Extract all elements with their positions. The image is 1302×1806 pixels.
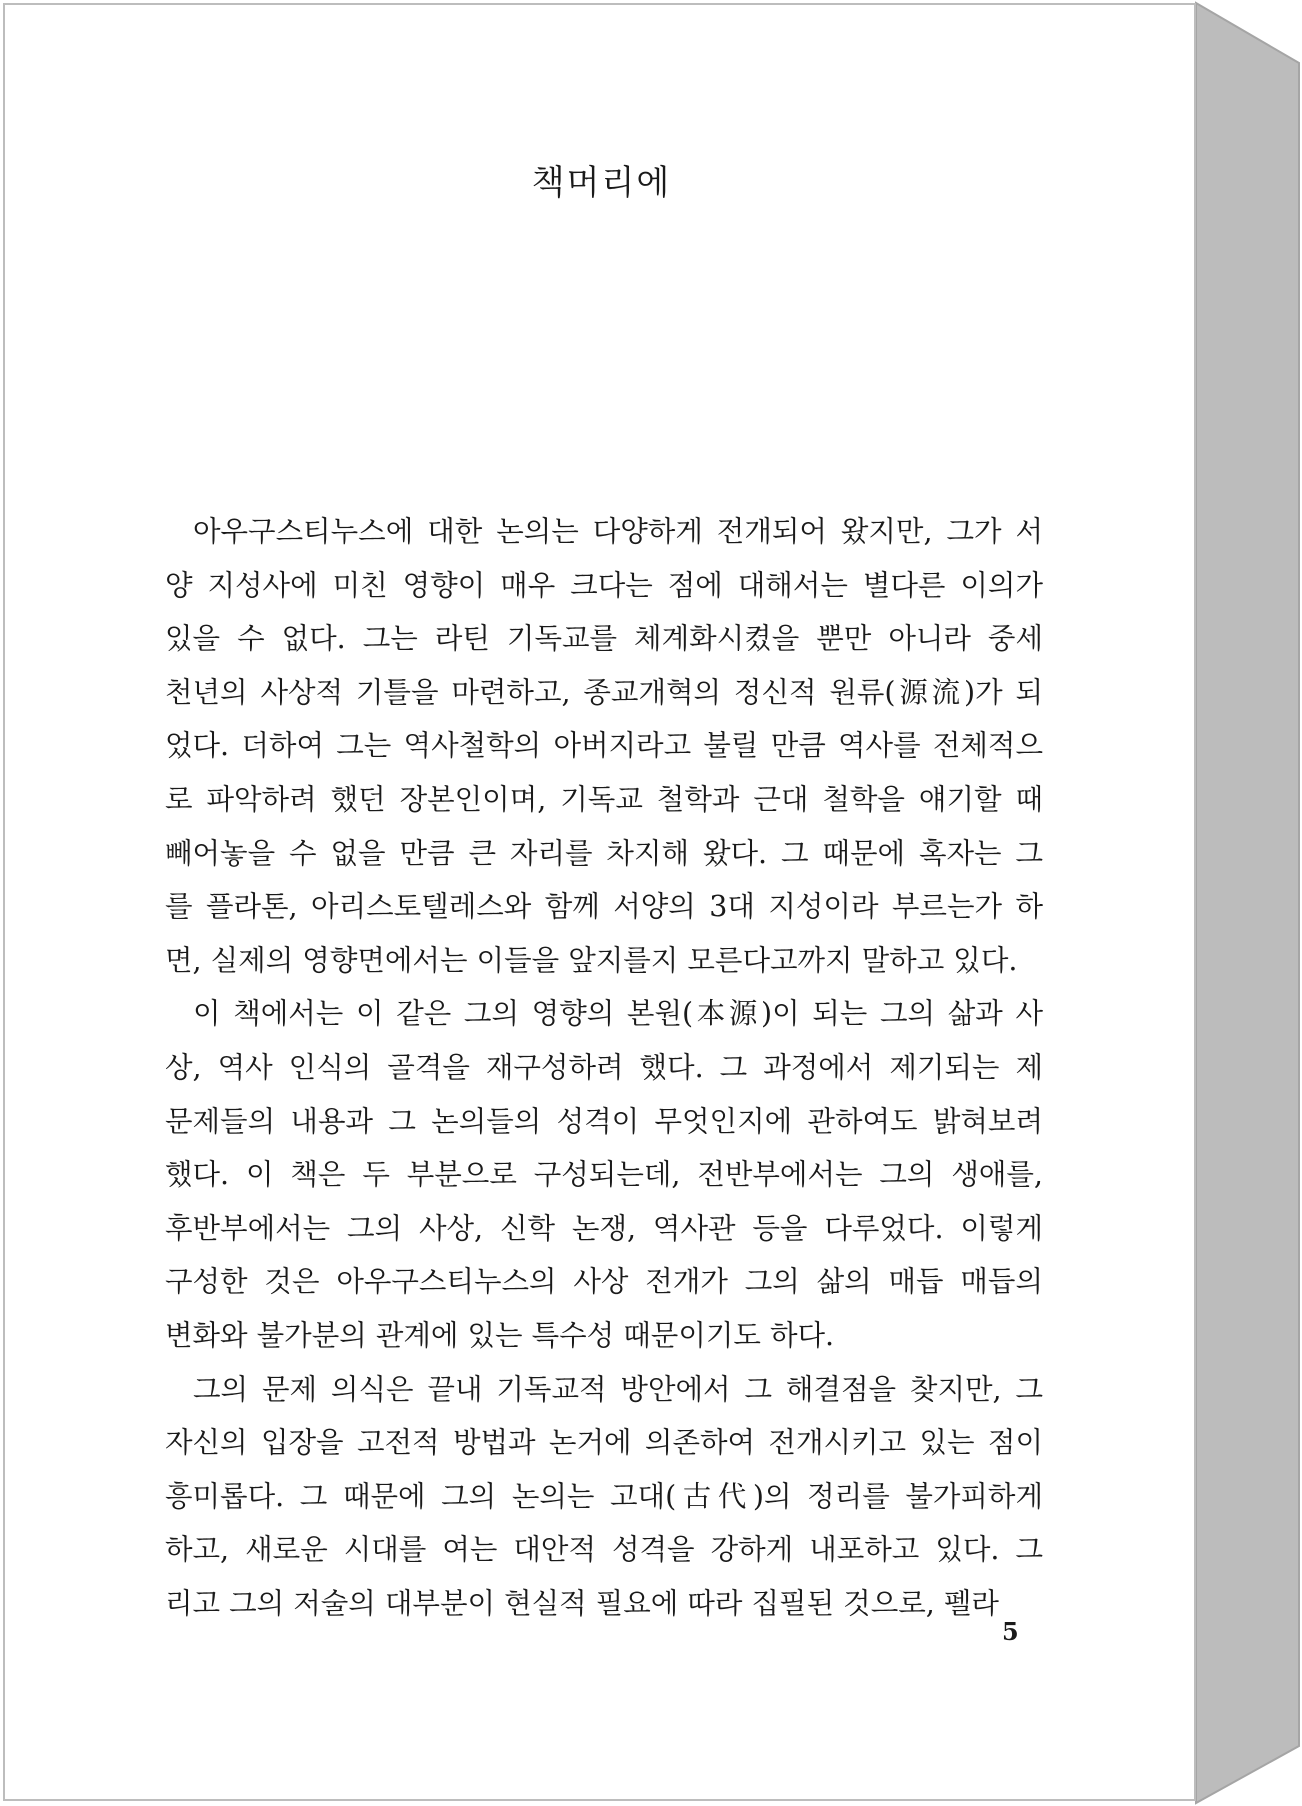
text-line: 자신의 입장을 고전적 방법과 논거에 의존하여 전개시키고 있는 점이 (165, 1426, 1043, 1460)
text-line: 변화와 불가분의 관계에 있는 특수성 때문이기도 하다. (165, 1318, 835, 1352)
paragraph (165, 1363, 1043, 1631)
text-line: 천년의 사상적 기틀을 마련하고, 종교개혁의 정신적 원류(源流)가 되 (165, 675, 1043, 709)
page-title: 책머리에 (531, 163, 672, 203)
text-line: 아우구스티누스에 대한 논의는 다양하게 전개되어 왔지만, 그가 서 (193, 515, 1043, 548)
text-line: 했다. 이 책은 두 부분으로 구성되는데, 전반부에서는 그의 생애를, (165, 1158, 1043, 1192)
book-page (3, 3, 1196, 1801)
paragraph (165, 987, 1043, 1362)
text-line: 하고, 새로운 시대를 여는 대안적 성격을 강하게 내포하고 있다. 그 (165, 1533, 1043, 1567)
text-line: 를 플라톤, 아리스토텔레스와 함께 서양의 3대 지성이라 부르는가 하 (165, 890, 1043, 924)
body-text (165, 505, 1043, 1630)
text-line: 빼어놓을 수 없을 만큼 큰 자리를 차지해 왔다. 그 때문에 혹자는 그 (165, 836, 1043, 870)
text-line: 있을 수 없다. 그는 라틴 기독교를 체계화시켰을 뿐만 아니라 중세 (165, 622, 1043, 656)
text-line: 로 파악하려 했던 장본인이며, 기독교 철학과 근대 철학을 얘기할 때 (165, 782, 1043, 816)
text-line: 리고 그의 저술의 대부분이 현실적 필요에 따라 집필된 것으로, 펠라 (165, 1586, 999, 1620)
page-stack-edge (1196, 3, 1299, 1803)
text-line: 문제들의 내용과 그 논의들의 성격이 무엇인지에 관하여도 밝혀보려 (165, 1104, 1043, 1138)
text-line: 상, 역사 인식의 골격을 재구성하려 했다. 그 과정에서 제기되는 제 (165, 1050, 1043, 1084)
paragraph (165, 505, 1043, 987)
text-line: 었다. 더하여 그는 역사철학의 아버지라고 불릴 만큼 역사를 전체적으 (165, 729, 1043, 763)
text-line: 구성한 것은 아우구스티누스의 사상 전개가 그의 삶의 매듭 매듭의 (165, 1265, 1043, 1299)
text-line: 흥미롭다. 그 때문에 그의 논의는 고대(古代)의 정리를 불가피하게 (165, 1479, 1043, 1513)
text-line: 양 지성사에 미친 영향이 매우 크다는 점에 대해서는 별다른 이의가 (165, 568, 1043, 602)
text-line: 그의 문제 의식은 끝내 기독교적 방안에서 그 해결점을 찾지만, 그 (193, 1372, 1043, 1406)
text-line: 면, 실제의 영향면에서는 이들을 앞지를지 모른다고까지 말하고 있다. (165, 943, 1018, 977)
text-line: 이 책에서는 이 같은 그의 영향의 본원(本源)이 되는 그의 삶과 사 (193, 997, 1043, 1031)
text-line: 후반부에서는 그의 사상, 신학 논쟁, 역사관 등을 다루었다. 이렇게 (165, 1211, 1043, 1245)
page-number: 5 (1002, 1617, 1019, 1646)
